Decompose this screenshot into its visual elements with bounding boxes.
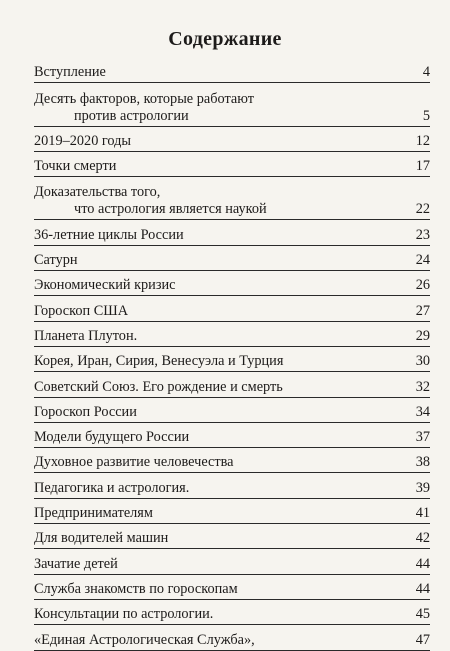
toc-entry-title: что астрология является наукой	[74, 201, 267, 218]
toc-entry[interactable]	[34, 58, 430, 83]
toc-entry-title: Служба знакомств по гороскопам	[34, 580, 238, 597]
toc-page-number: 26	[415, 277, 430, 294]
toc-page-number: 39	[415, 479, 430, 496]
toc-entry[interactable]	[34, 625, 430, 650]
table-of-contents	[34, 58, 430, 651]
toc-entry[interactable]	[34, 398, 430, 423]
toc-entry-title: «Единая Астрологическая Служба»,	[34, 631, 255, 648]
toc-page-number: 27	[415, 302, 430, 319]
toc-entry[interactable]	[34, 246, 430, 271]
toc-entry-title: против астрологии	[74, 107, 189, 124]
toc-entry-title: Педагогика и астрология.	[34, 479, 190, 496]
toc-entry-title: Десять факторов, которые работают	[34, 90, 254, 107]
toc-entry[interactable]	[34, 296, 430, 321]
toc-page-number: 34	[415, 403, 430, 420]
toc-page-number: 45	[415, 606, 430, 623]
toc-page-number: 5	[422, 107, 430, 124]
toc-entry[interactable]	[34, 322, 430, 347]
toc-page-number: 44	[415, 580, 430, 597]
toc-entry-title: Духовное развитие человечества	[34, 454, 234, 471]
toc-entry-title: Планета Плутон.	[34, 327, 138, 344]
toc-entry[interactable]	[34, 347, 430, 372]
toc-entry[interactable]	[34, 177, 430, 220]
toc-entry[interactable]	[34, 524, 430, 549]
toc-entry-title: 36-летние циклы России	[34, 226, 184, 243]
toc-entry-title: Советский Союз. Его рождение и смерть	[34, 378, 283, 395]
toc-page-number: 22	[415, 201, 430, 218]
toc-page-number: 32	[415, 378, 430, 395]
toc-entry-title: Точки смерти	[34, 158, 117, 175]
toc-entry-title: Для водителей машин	[34, 530, 169, 547]
toc-page-number: 24	[415, 252, 430, 269]
toc-entry[interactable]	[34, 448, 430, 473]
toc-entry[interactable]	[34, 220, 430, 245]
toc-entry-title: Зачатие детей	[34, 555, 118, 572]
toc-entry-title: 2019–2020 годы	[34, 132, 132, 149]
toc-page-number: 12	[415, 132, 430, 149]
toc-page-number: 4	[422, 64, 430, 81]
toc-page-number: 30	[415, 353, 430, 370]
toc-entry[interactable]	[34, 372, 430, 397]
toc-page-number: 41	[415, 505, 430, 522]
toc-entry-title: Гороскоп России	[34, 403, 137, 420]
toc-page-number: 44	[415, 555, 430, 572]
toc-page-number: 37	[415, 429, 430, 446]
toc-page-number: 29	[415, 327, 430, 344]
toc-entry[interactable]	[34, 473, 430, 498]
toc-entry[interactable]	[34, 152, 430, 177]
toc-entry-title: Предпринимателям	[34, 505, 153, 522]
toc-entry-title: Сатурн	[34, 252, 78, 269]
toc-page-number: 42	[415, 530, 430, 547]
toc-page-number: 23	[415, 226, 430, 243]
toc-entry-title: Корея, Иран, Сирия, Венесуэла и Турция	[34, 353, 284, 370]
toc-entry-title: Консультации по астрологии.	[34, 606, 214, 623]
toc-page-number: 47	[415, 631, 430, 648]
toc-entry[interactable]	[34, 271, 430, 296]
toc-entry[interactable]	[34, 549, 430, 574]
toc-entry-title: Экономический кризис	[34, 277, 176, 294]
page-title: Содержание	[168, 28, 282, 50]
toc-entry-title: Гороскоп США	[34, 302, 129, 319]
toc-entry[interactable]	[34, 575, 430, 600]
toc-entry-title: Доказательства того,	[34, 184, 161, 201]
toc-entry-title: Модели будущего России	[34, 429, 190, 446]
toc-entry[interactable]	[34, 499, 430, 524]
toc-entry[interactable]	[34, 127, 430, 152]
toc-entry[interactable]	[34, 600, 430, 625]
toc-page-number: 17	[415, 158, 430, 175]
toc-entry[interactable]	[34, 423, 430, 448]
toc-page-number: 38	[415, 454, 430, 471]
toc-entry-title: Вступление	[34, 64, 106, 81]
toc-entry[interactable]	[34, 83, 430, 126]
